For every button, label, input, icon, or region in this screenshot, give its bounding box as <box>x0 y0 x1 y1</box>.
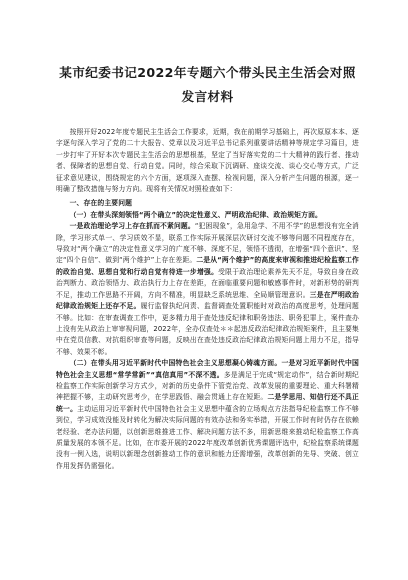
item2-point2-title: 二是学思用、知信行还不具正统一。 <box>56 393 360 413</box>
item1-point1-text: “犯困现象”，急用急学、不用不学”的思想没有完全消除，学习形式单一、学习质效不显，联系工作实际开展深层次研讨交流不够等问题不同程度存在，导致对“两个确立”的决定性意义学习的广度不够、深度不足，领悟不透彻，在增强“四个意识”、坚定“四个自信”、做到“两个维护”上存在差距。 <box>56 222 359 265</box>
intro-paragraph: 按照开好2022年度专题民主生活会工作要求，近期，我在前期学习基础上，再次原原本本、逐字逐句深入学习了党的二十大报告、党章以及习近平总书记系列重要讲话精神等规定学习篇目，进一步打牢了开好本次专题民主生活会的思想根基，坚定了当好落实党的二十大精神的践行者、推动者、保障者的思想自觉、行动自觉。同时，综合采取下沉调研、座谈交流、谈心交心等方式，广泛征求意见建议，围绕规定的六个方面，逐项深入查摆、检视问题，深入分析产生问题的根源，逐一明确了整改措施与努力方向。现将有关情况对照检查如下： <box>56 128 359 194</box>
item1-heading: （一）在带头深刻领悟“两个确立”的决定性意义、严明政治纪律、政治规矩方面。 <box>69 210 322 219</box>
item2-point2-text: 主动运用习近平新时代中国特色社会主义思想中蕴含的立场观点方法指导纪检监察工作不够到位，学习成效没能及时转化为解决实际问题的有效办法和务实举措，开展工作时有时仍存在依赖老经验、老办法问题，以创新思维推进工作、解决问题方法不多，用新思维来推动纪检监察工作高质量发展的本领不足。比如，在市委开展的2022年度改革创新优秀课题评选中，纪检监察系统课题没有一例入选，说明以新理念创新推动工作的意识和能力还需增强，改革创新的先导、突破、创立作用发挥仍需强化。 <box>56 404 360 470</box>
item2-point1-title: 一是对习近平新时代中国特色社会主义思想“常学常新”“真信真用”不深不透。 <box>56 359 359 379</box>
item2-point1-text: 多是满足于完成“规定动作”，结合新时期纪检监察工作实际创新学习方式少，对新的历史条件下管党治党、改革发展的重要理论、重大科署精神把握不够，主动研究思考少，在学思践悟、融会贯通上存在短距。 <box>56 370 359 402</box>
section-heading: 一、存在的主要问题 <box>69 199 133 208</box>
item1-paragraph <box>56 221 359 358</box>
item1-point2-title: 二是从“两个维护”的高度来审视和推进纪检监察工作的政治自觉、思想自觉和行动自觉有待进一步增强。 <box>56 256 359 276</box>
item2-heading: （二）在带头用习近平新时代中国特色社会主义思想凝心铸魂方面。 <box>69 359 282 368</box>
item1-point3-text: 履行监督执纪问责、监督调查处置职能时对政治的高度思考，处理问题不够。比如：在审查调查工作中，更多精力用于查处违反纪律和职务违法、职务犯罪上，案件查办上没有先从政治上审审视问题，2022年，全办仅查处＊＊起违反政治纪律政治规矩案件，且主要集中在党员信教、对抗组织审查等问题，反映出在查处违反政治纪律政治规矩问题上用力不足，指导不够、效果不彰。 <box>56 302 359 356</box>
item2-paragraph <box>56 358 359 472</box>
item1-point3-title: 三是在严明政治纪律政治规矩上还存不足。 <box>56 290 359 311</box>
document-title: 某市纪委书记2022年专题六个带头民主生活会对照发言材料 <box>59 65 356 104</box>
document-body <box>56 127 359 472</box>
item1-point2-text: 受限于政治理论素养先天不足，导致自身在政治判断力、政治领悟力、政治执行力上存在差距，在面临重要问题和敏感事件时，对新形势的研判不足，推动工作思路不开阔，方向不精准，明显缺乏系统思维、全局顺管理意识。 <box>56 267 359 299</box>
item1-point1-title: 一是政治理论学习上存在抓而不紧问题。 <box>69 222 195 231</box>
